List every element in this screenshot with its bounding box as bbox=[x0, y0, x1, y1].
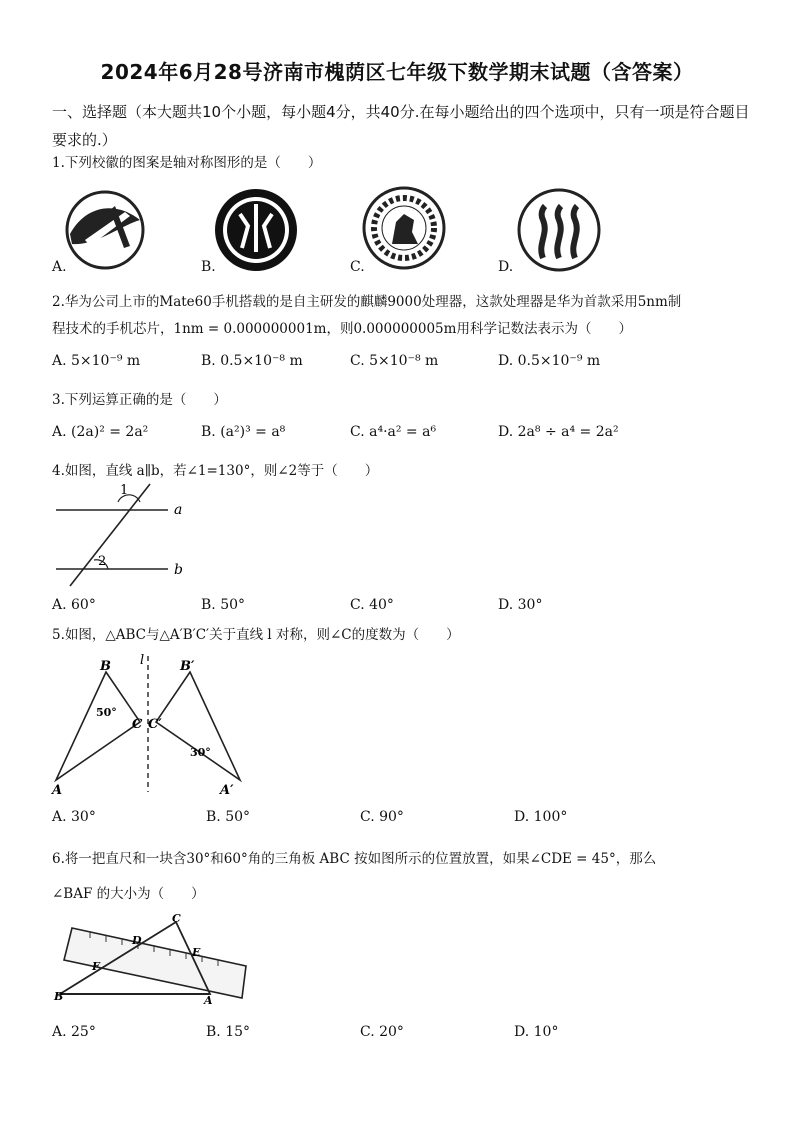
vertex-a-label: A bbox=[52, 783, 63, 798]
q3-option-c: C. a⁴·a² = a⁶ bbox=[350, 424, 437, 440]
angle-2-label: 2 bbox=[98, 554, 107, 569]
question-1-emblems bbox=[60, 186, 760, 278]
vertex-c-label: C bbox=[132, 717, 143, 732]
vertex-b-prime-label: B′ bbox=[180, 659, 195, 674]
line-b-label: b bbox=[174, 562, 183, 578]
page-title: 2024年6月28号济南市槐荫区七年级下数学期末试题（含答案） bbox=[100, 60, 694, 84]
q4-option-c: C. 40° bbox=[350, 597, 394, 613]
question-2-stem-line-1: 2.华为公司上市的Mate60手机搭载的是自主研发的麒麟9000处理器，这款处理器是华为首款采用5nm制 bbox=[52, 294, 682, 310]
question-1-stem: 1.下列校徽的图案是轴对称图形的是（ ） bbox=[52, 155, 322, 171]
q5-option-b: B. 50° bbox=[206, 809, 251, 825]
line-a-label: a bbox=[174, 502, 183, 518]
question-6-stem-line-1: 6.将一把直尺和一块含30°和60°角的三角板 ABC 按如图所示的位置放置，如果∠CDE = 45°，那么 bbox=[52, 851, 657, 867]
section-heading: 一、选择题（本大题共10个小题，每小题4分，共40分.在每小题给出的四个选项中，只有一项是符合题目要求的.） bbox=[52, 103, 750, 149]
question-5-figure bbox=[48, 650, 248, 798]
q3-option-b: B. (a²)³ = a⁸ bbox=[201, 424, 286, 440]
point-d-label: D bbox=[132, 934, 142, 947]
question-3-stem: 3.下列运算正确的是（ ） bbox=[52, 392, 227, 408]
q5-option-a: A. 30° bbox=[52, 809, 96, 825]
line-l-label: l bbox=[140, 653, 145, 668]
question-6-figure bbox=[50, 912, 250, 1016]
q2-option-d: D. 0.5×10⁻⁹ m bbox=[498, 353, 601, 369]
q1-option-b: B. bbox=[201, 259, 216, 275]
angle-1-label: 1 bbox=[120, 483, 129, 498]
question-6-stem-line-2: ∠BAF 的大小为（ ） bbox=[52, 886, 205, 902]
q1-option-a: A. bbox=[52, 259, 67, 275]
q4-option-a: A. 60° bbox=[52, 597, 96, 613]
q6-option-b: B. 15° bbox=[206, 1024, 251, 1040]
angle-50-label: 50° bbox=[96, 706, 117, 719]
q1-option-c: C. bbox=[350, 259, 365, 275]
vertex-c-label: C bbox=[172, 912, 181, 925]
point-f-label: F bbox=[92, 960, 100, 973]
q5-option-c: C. 90° bbox=[360, 809, 404, 825]
point-e-label: E bbox=[192, 946, 201, 959]
emblem-c-icon bbox=[364, 188, 444, 268]
vertex-c-prime-label: C′ bbox=[148, 717, 162, 732]
q6-option-d: D. 10° bbox=[514, 1024, 559, 1040]
q6-option-c: C. 20° bbox=[360, 1024, 404, 1040]
q3-option-a: A. (2a)² = 2a² bbox=[52, 424, 149, 440]
emblem-b-icon bbox=[215, 189, 297, 271]
question-5-stem: 5.如图，△ABC与△A′B′C′关于直线 l 对称，则∠C的度数为（ ） bbox=[52, 627, 460, 643]
q3-option-d: D. 2a⁸ ÷ a⁴ = 2a² bbox=[498, 424, 619, 440]
q5-option-d: D. 100° bbox=[514, 809, 568, 825]
question-2-stem-line-2: 程技术的手机芯片，1nm = 0.000000001m，则0.000000005m用科学记数法表示为（ ） bbox=[52, 321, 632, 337]
question-4-figure bbox=[52, 480, 202, 590]
vertex-b-label: B bbox=[54, 990, 64, 1003]
q2-option-c: C. 5×10⁻⁸ m bbox=[350, 353, 439, 369]
emblem-a-icon bbox=[67, 192, 143, 268]
q2-option-b: B. 0.5×10⁻⁸ m bbox=[201, 353, 303, 369]
q4-option-b: B. 50° bbox=[201, 597, 246, 613]
vertex-a-prime-label: A′ bbox=[220, 783, 234, 798]
q6-option-a: A. 25° bbox=[52, 1024, 96, 1040]
angle-30-label: 30° bbox=[190, 746, 211, 759]
q2-option-a: A. 5×10⁻⁹ m bbox=[52, 353, 141, 369]
emblem-d-icon bbox=[519, 190, 599, 270]
q4-option-d: D. 30° bbox=[498, 597, 543, 613]
q1-option-d: D. bbox=[498, 259, 514, 275]
question-4-stem: 4.如图，直线 a∥b，若∠1=130°，则∠2等于（ ） bbox=[52, 463, 379, 479]
vertex-b-label: B bbox=[100, 659, 111, 674]
vertex-a-label: A bbox=[204, 994, 213, 1007]
